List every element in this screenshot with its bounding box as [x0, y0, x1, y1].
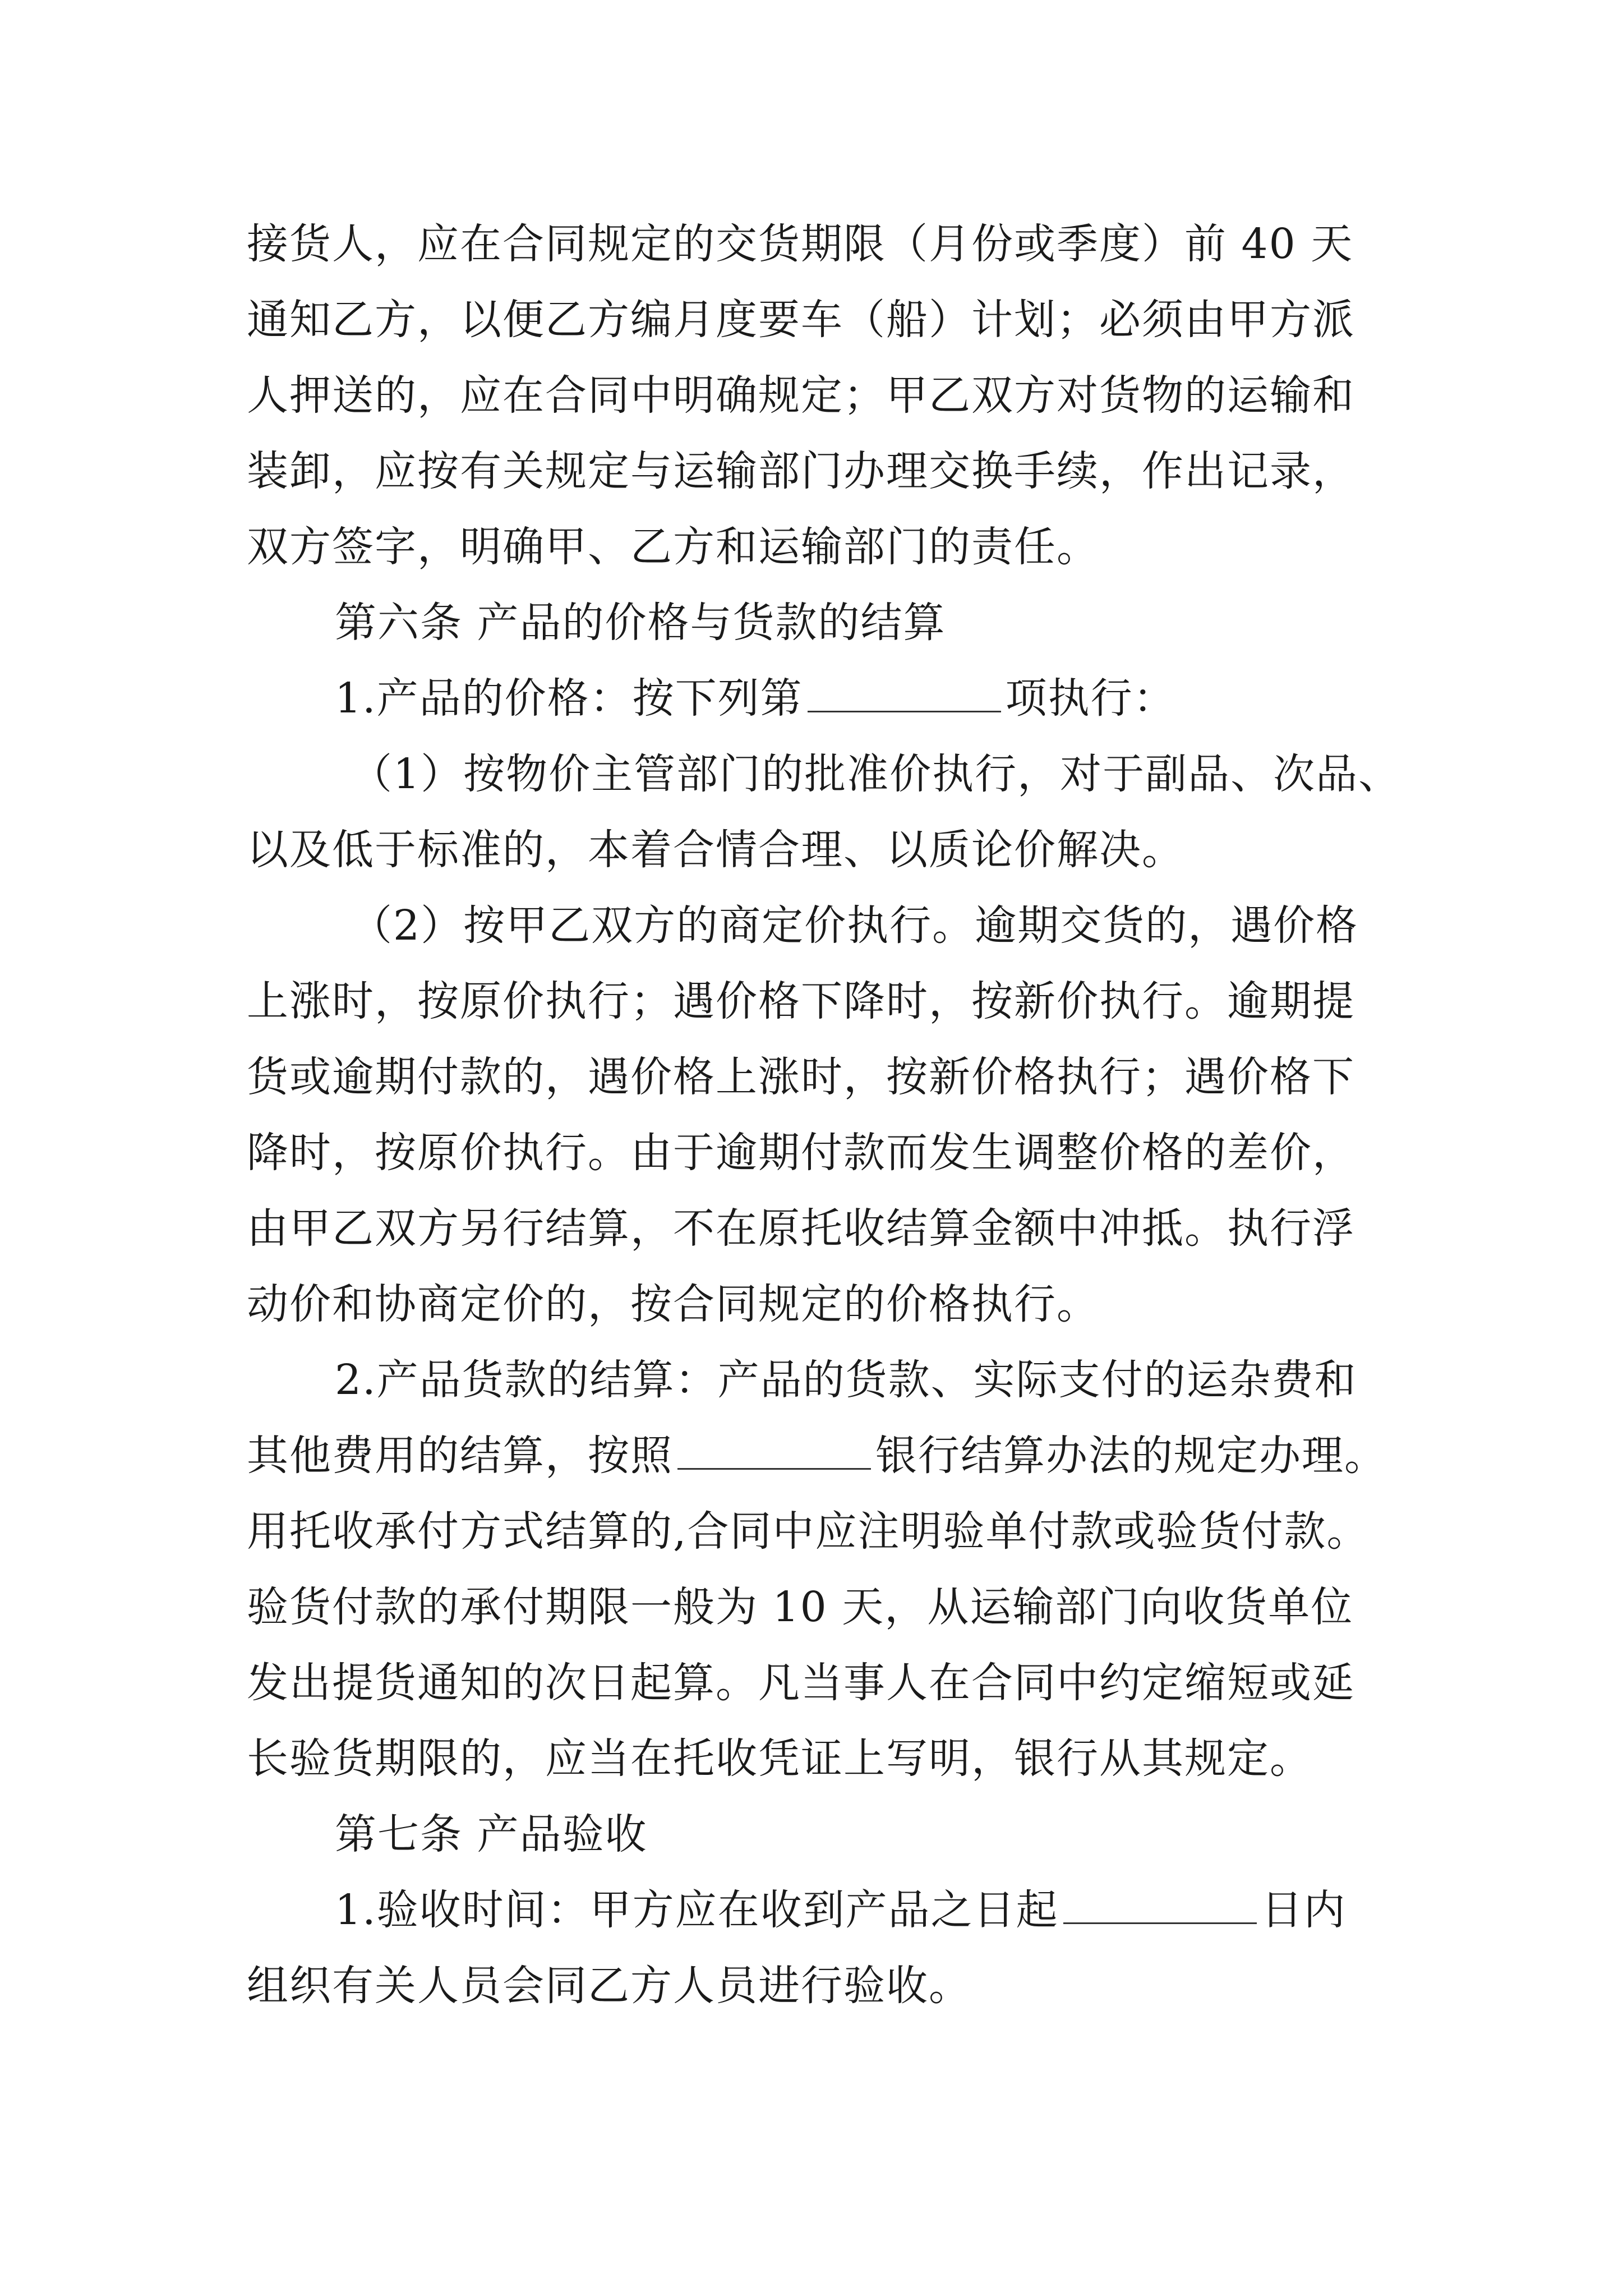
article-6-heading: 第六条 产品的价格与货款的结算 [335, 599, 946, 647]
text-line-2: 通知乙方，以便乙方编月度要车（船）计划；必须由甲方派 [247, 296, 1355, 344]
text-line-9: 以及低于标准的，本着合情合理、以质论价解决。 [247, 826, 1184, 874]
text-line-16: 2.产品货款的结算：产品的货款、实际支付的运杂费和 [335, 1356, 1357, 1404]
text-line-12: 货或逾期付款的，遇价格上涨时，按新价格执行；遇价格下 [247, 1053, 1355, 1101]
price-item-label: 1.产品的价格：按下列第 [335, 674, 803, 723]
settlement-label: 其他费用的结算，按照 [247, 1432, 673, 1480]
price-item-suffix: 项执行： [1005, 674, 1176, 723]
price-item-line [335, 670, 1176, 726]
article-7-heading: 第七条 产品验收 [335, 1810, 648, 1858]
text-line-21: 长验货期限的，应当在托收凭证上写明，银行从其规定。 [247, 1734, 1312, 1783]
text-line-4: 装卸，应按有关规定与运输部门办理交换手续，作出记录， [247, 447, 1355, 495]
inspection-time-suffix: 日内 [1261, 1886, 1347, 1934]
text-line-10: （2）按甲乙双方的商定价执行。逾期交货的，遇价格 [351, 901, 1359, 950]
text-line-20: 发出提货通知的次日起算。凡当事人在合同中约定缩短或延 [247, 1659, 1355, 1707]
inspection-time-line [335, 1882, 1347, 1938]
settlement-suffix: 银行结算办法的规定办理。 [875, 1432, 1387, 1480]
text-line-8: （1）按物价主管部门的批准价执行，对于副品、次品、 [351, 750, 1401, 798]
text-line-19: 验货付款的承付期限一般为 10 天，从运输部门向收货单位 [247, 1583, 1354, 1631]
text-line-13: 降时，按原价执行。由于逾期付款而发生调整价格的差价， [247, 1129, 1355, 1177]
days-blank[interactable] [1063, 1883, 1257, 1924]
text-line-14: 由甲乙双方另行结算，不在原托收结算金额中冲抵。执行浮 [247, 1204, 1355, 1253]
text-line-5: 双方签字，明确甲、乙方和运输部门的责任。 [247, 523, 1099, 571]
price-option-blank[interactable] [808, 671, 1001, 712]
text-line-11: 上涨时，按原价执行；遇价格下降时，按新价执行。逾期提 [247, 977, 1355, 1025]
inspection-time-label: 1.验收时间：甲方应在收到产品之日起 [335, 1886, 1059, 1934]
text-line-3: 人押送的，应在合同中明确规定；甲乙双方对货物的运输和 [247, 371, 1355, 420]
text-line-18: 用托收承付方式结算的,合同中应注明验单付款或验货付款。 [247, 1507, 1370, 1556]
text-line-15: 动价和协商定价的，按合同规定的价格执行。 [247, 1280, 1099, 1328]
bank-blank[interactable] [677, 1429, 871, 1470]
settlement-line [247, 1428, 1387, 1484]
text-line-1: 接货人，应在合同规定的交货期限（月份或季度）前 40 天 [247, 220, 1354, 268]
text-line-24: 组织有关人员会同乙方人员进行验收。 [247, 1962, 971, 2010]
